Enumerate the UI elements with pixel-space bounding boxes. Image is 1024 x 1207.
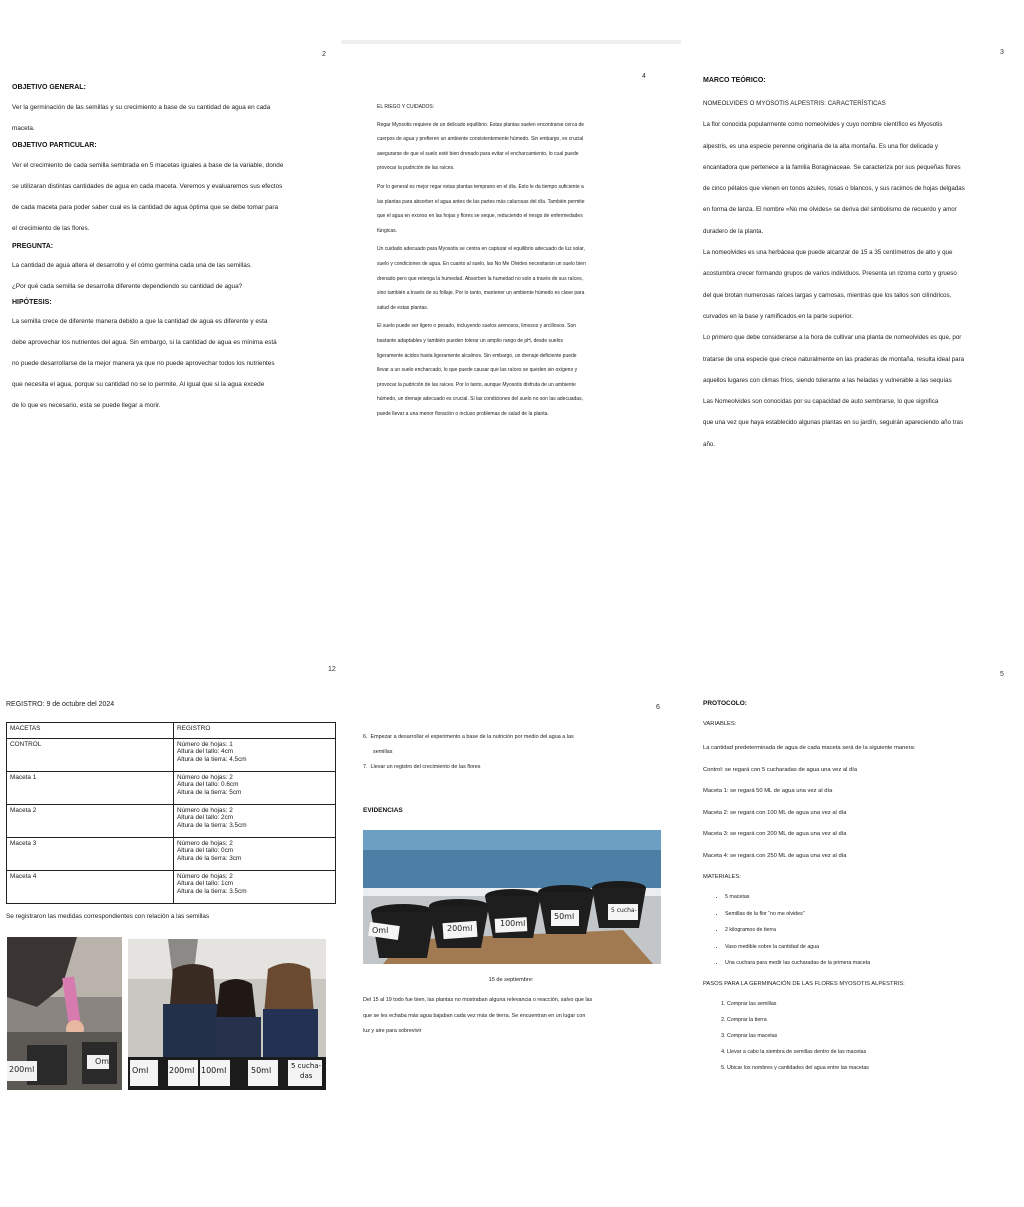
registro-line: Altura de la tierra: 3cm bbox=[177, 854, 242, 862]
protocolo-title: PROTOCOLO: bbox=[703, 700, 747, 707]
pot-label: 200ml bbox=[169, 1066, 195, 1075]
pot-label: 100ml bbox=[201, 1066, 227, 1075]
registro-date: REGISTRO: 9 de octubre del 2024 bbox=[6, 701, 115, 708]
page-number: 3 bbox=[1000, 49, 1004, 56]
step-number: 6. bbox=[363, 734, 368, 740]
hipotesis-line: de lo que es necesario, esta se puede llegar a morir. bbox=[12, 402, 161, 409]
objetivo-particular-line: se utilizaran distintas cantidades de agua en cada maceta. Veremos y evaluaremos sus efectos bbox=[12, 183, 283, 190]
riego-line: provocar la pudrición de las raíces. Por lo tanto, aunque Myosotis disfruta de un ambiente bbox=[377, 381, 576, 388]
pregunta-line: ¿Por qué cada semilla se desarrolla diferente dependiendo su cantidad de agua? bbox=[12, 283, 243, 290]
marco-line: acostumbra crecer formando grupos de varios individuos. Presenta un rizoma corto y grueso bbox=[703, 270, 957, 278]
marco-line: del que brotan numerosas raíces largas y carnosas, mientras que los tallos son cilíndricos, bbox=[703, 291, 952, 299]
list-item: • Una cuchara para medir las cucharadas de la primera maceta bbox=[725, 955, 1013, 972]
pregunta-title: PREGUNTA: bbox=[12, 243, 54, 250]
registro-cell bbox=[174, 871, 336, 904]
step-text: Empezar a desarrollar el experimento a base de la nutrición por medio del agua a las bbox=[370, 734, 574, 740]
registro-line: Altura del tallo: 4cm bbox=[177, 748, 234, 756]
objetivo-particular-title: OBJETIVO PARTICULAR: bbox=[12, 142, 97, 149]
step-text: Llevar un registro del crecimiento de las flores bbox=[370, 764, 481, 770]
riego-line: sino también a través de su follaje. Por lo tanto, mantener un ambiente húmedo es clave para bbox=[377, 290, 585, 297]
marco-teorico-title: MARCO TEÓRICO: bbox=[703, 77, 766, 84]
riego-line: asegurarse de que el suelo esté bien drenado para evitar el encharcamiento, lo cual puede bbox=[377, 150, 579, 157]
registro-table bbox=[6, 722, 336, 904]
pasos-list bbox=[703, 996, 1013, 1076]
list-item: 1. Comprar las semillas bbox=[727, 996, 1013, 1012]
marco-line: Lo primero que debe considerarse a la hora de cultivar una planta de nomeolvides es que, por bbox=[703, 334, 962, 342]
riego-line: Regar Myosotis requiere de un delicado equilibrio. Estas plantas suelen encontrarse cerca de bbox=[377, 121, 585, 128]
marco-subtitle: NOMEOLVIDES O MYOSOTIS ALPESTRIS: CARACTERÍSTICAS bbox=[703, 100, 886, 107]
list-item: • 5 macetas bbox=[725, 889, 1013, 906]
table-row bbox=[7, 739, 336, 772]
evidence-line: luz y aire para sobrevivir bbox=[363, 1028, 422, 1034]
registro-line: Altura de la tierra: 3.5cm bbox=[177, 887, 247, 895]
step-item bbox=[363, 760, 673, 775]
objetivo-particular-line: el crecimiento de las flores. bbox=[12, 225, 90, 232]
marco-line: tratarse de una especie que crece naturalmente en las praderas de montaña, resulta ideal para bbox=[703, 355, 965, 363]
page-number: 4 bbox=[642, 73, 646, 80]
pot-label: Oml bbox=[372, 926, 389, 935]
objetivo-particular-line: de cada maceta para poder saber cual es la cantidad de agua óptima que se debe tomar para bbox=[12, 204, 279, 211]
marco-line: en forma de lanza. El nombre «No me olvides» se deriva del simbolismo de recuerdo y amor bbox=[703, 206, 957, 214]
step-number: 7. bbox=[363, 764, 368, 770]
hipotesis-line: debe aprovechar los nutrientes del agua. Sin embargo, si la cantidad de agua es mínima está bbox=[12, 339, 277, 346]
photo-illustration bbox=[363, 830, 661, 964]
maceta-name: CONTROL bbox=[7, 739, 174, 772]
materiales-title: MATERIALES: bbox=[703, 874, 741, 880]
marco-line: de cinco pétalos que vienen en tonos azules, rosas o blancos, y sus racimos de hojas delgadas bbox=[703, 185, 965, 193]
marco-line: encantadora que pertenece a la familia Boraginaceae. Se caracteriza por sus pequeñas flores bbox=[703, 163, 961, 171]
list-item: • 2 kilogramos de tierra bbox=[725, 922, 1013, 939]
marco-line: alpestris, es una especie perenne originaria de la alta montaña. Es una flor delicada y bbox=[703, 142, 938, 150]
pot-label: Oml bbox=[132, 1066, 149, 1075]
page-number: 5 bbox=[1000, 671, 1004, 678]
table-row bbox=[7, 838, 336, 871]
maceta-name: Maceta 4 bbox=[7, 871, 174, 904]
registro-line: Altura del tallo: 0cm bbox=[177, 847, 234, 855]
page-6 bbox=[341, 650, 681, 1207]
hipotesis-line: La semilla crece de diferente manera debido a que la cantidad de agua es diferente y esta bbox=[12, 318, 268, 325]
maceta-name: Maceta 3 bbox=[7, 838, 174, 871]
variable-item: Maceta 3: se regará con 200 ML de agua una vez al día bbox=[703, 831, 847, 837]
riego-paragraph bbox=[377, 180, 667, 238]
registro-line: Número de hojas: 2 bbox=[177, 807, 233, 814]
photo-pots-evidence bbox=[363, 830, 661, 964]
variables-title: VARIABLES: bbox=[703, 721, 737, 727]
hipotesis-line: no puede desarrollarse de la mejor manera ya que no puede aprovechar todos los nutrientes bbox=[12, 360, 275, 367]
registro-line: Altura de la tierra: 4.5cm bbox=[177, 755, 247, 763]
riego-line: fúngicas. bbox=[377, 227, 398, 234]
objetivo-general-line: maceta. bbox=[12, 125, 35, 132]
marco-line: año. bbox=[703, 440, 716, 448]
pot-label: 5 cucha- bbox=[291, 1062, 322, 1070]
page-12 bbox=[0, 650, 340, 1207]
pot-label: 5 cucha- bbox=[611, 907, 637, 914]
pot-label: Oml bbox=[95, 1057, 112, 1066]
pot-label: das bbox=[300, 1072, 313, 1080]
marco-line: La flor conocida popularmente como nomeolvides y cuyo nombre científico es Myosotis bbox=[703, 121, 943, 129]
registro-line: Altura del tallo: 2cm bbox=[177, 814, 234, 822]
list-item: • Semillas de la flor “no me olvides” bbox=[725, 906, 1013, 923]
riego-line: salud de estas plantas. bbox=[377, 304, 429, 311]
riego-line: suelo y condiciones de agua. En cuanto al suelo, las No Me Olvides necesitarán un suelo bien bbox=[377, 260, 586, 267]
variable-item: Maceta 2: se regará con 100 ML de agua una vez al día bbox=[703, 809, 847, 816]
objetivo-particular-line: Ver el crecimiento de cada semilla sembrada en 5 macetas iguales a base de la variable, donde bbox=[12, 162, 284, 169]
registro-cell bbox=[174, 838, 336, 871]
evidence-line: que se les echaba más agua bajaban cada vez más de tierra. Se encuentran en un lugar con bbox=[363, 1012, 586, 1019]
list-item: 5. Ubicar los nombres y cantidades del agua entre las macetas bbox=[727, 1060, 1013, 1076]
step-item bbox=[363, 730, 673, 745]
evidencias-title: EVIDENCIAS bbox=[363, 807, 403, 814]
riego-line: drenado pero que retenga la humedad. Absorben la humedad no solo a través de sus raíces, bbox=[377, 275, 583, 282]
registro-cell bbox=[174, 805, 336, 838]
riego-line: bastante adaptables y también pueden tolerar un amplio rango de pH, desde suelos bbox=[377, 337, 563, 344]
riego-line: húmedo, un drenaje adecuado es crucial. Si las condiciones del suelo no son las adecuadas, bbox=[377, 396, 583, 403]
riego-paragraph bbox=[377, 319, 667, 421]
pot-label: 200ml bbox=[9, 1065, 35, 1074]
variable-item: Control: se regará con 5 cucharadas de agua una vez al día bbox=[703, 766, 858, 773]
registro-line: Altura de la tierra: 5cm bbox=[177, 788, 242, 796]
riego-line: ligeramente ácidos hasta ligeramente alcalinos. Sin embargo, un drenaje deficiente puede bbox=[377, 352, 577, 359]
riego-line: El suelo puede ser ligero o pesado, incluyendo suelos arenosos, limosos y arcillosos. Son bbox=[377, 323, 577, 330]
list-item: 4. Llevar a cabo la siembra de semillas dentro de las macetas bbox=[727, 1044, 1013, 1060]
page-3 bbox=[682, 0, 1024, 640]
registro-line: Altura de la tierra: 3.5cm bbox=[177, 821, 247, 829]
marco-line: La nomeolvides es una herbácea que puede alcanzar de 15 a 35 centímetros de alto y que bbox=[703, 249, 953, 257]
maceta-name: Maceta 1 bbox=[7, 772, 174, 805]
pot-label: 100ml bbox=[500, 919, 526, 928]
materiales-list bbox=[703, 889, 1013, 972]
objetivo-general-title: OBJETIVO GENERAL: bbox=[12, 84, 86, 91]
page-2 bbox=[0, 0, 340, 640]
riego-line: Un cuidado adecuado para Myosotis se centra en capturar el equilibrio adecuado de luz solar, bbox=[377, 246, 585, 253]
riego-paragraph bbox=[377, 242, 667, 315]
list-item: • Vaso medible sobre la cantidad de agua bbox=[725, 939, 1013, 956]
registro-line: Número de hojas: 2 bbox=[177, 840, 233, 847]
page-number: 12 bbox=[328, 666, 336, 673]
photo-student-measuring bbox=[7, 937, 122, 1090]
table-row bbox=[7, 772, 336, 805]
pregunta-line: La cantidad de agua altera el desarrollo y el cómo germina cada una de las semillas. bbox=[12, 262, 252, 269]
registro-line: Número de hojas: 1 bbox=[177, 741, 233, 748]
pasos-title: PASOS PARA LA GERMINACIÓN DE LAS FLORES MYOSOTIS ALPESTRIS: bbox=[703, 980, 905, 987]
photo-date: 15 de septiembre: bbox=[488, 977, 534, 983]
registro-cell bbox=[174, 739, 336, 772]
table-row bbox=[7, 871, 336, 904]
riego-line: las plantas para absorber el agua antes de las partes más calurosas del día. También permite bbox=[377, 198, 585, 205]
riego-paragraph bbox=[377, 118, 667, 176]
riego-line: que el agua en exceso en las hojas y flores se seque, reduciendo el riesgo de enfermedades bbox=[377, 213, 583, 220]
list-item: 2. Comprar la tierra bbox=[727, 1012, 1013, 1028]
page-4 bbox=[341, 0, 681, 640]
riego-title: EL RIEGO Y CUIDADOS: bbox=[377, 104, 435, 110]
table-header: MACETAS bbox=[7, 723, 174, 739]
hipotesis-line: que necesita el agua, porque su cantidad no se lo permite. Al igual que si la agua excede bbox=[12, 381, 265, 388]
registro-caption: Se registraron las medidas correspondientes con relación a las semillas bbox=[6, 913, 210, 920]
registro-line: Número de hojas: 2 bbox=[177, 873, 233, 880]
riego-line: llevar a un suelo encharcado, lo que puede causar que las raíces se queden sin oxígeno y bbox=[377, 367, 578, 374]
page-number: 6 bbox=[656, 704, 660, 711]
riego-line: provocar la pudrición de las raíces. bbox=[377, 165, 455, 172]
page-number: 2 bbox=[322, 51, 326, 58]
evidence-line: Del 15 al 19 todo fue bien, las plantas no mostraban alguna relevancia o reacción, salvo que las bbox=[363, 997, 593, 1003]
pot-label: 50ml bbox=[554, 912, 575, 921]
table-header: REGISTRO bbox=[174, 723, 336, 739]
marco-line: que una vez que haya establecido algunas plantas en su jardín, seguirán apareciendo año tras bbox=[703, 419, 964, 427]
registro-line: Número de hojas: 2 bbox=[177, 774, 233, 781]
marco-text bbox=[703, 114, 1013, 455]
step-continuation: semillas bbox=[373, 749, 393, 755]
pot-label: 200ml bbox=[447, 924, 473, 933]
registro-cell bbox=[174, 772, 336, 805]
variable-item: Maceta 4: se regará con 250 ML de agua una vez al día bbox=[703, 852, 847, 859]
table-header-row bbox=[7, 723, 336, 739]
marco-line: aquellos lugares con climas fríos, siendo tolerante a las heladas y vulnerable a las sequías bbox=[703, 376, 952, 384]
registro-line: Altura del tallo: 0.6cm bbox=[177, 781, 239, 789]
riego-line: Por lo general es mejor regar estas plantas temprano en el día. Esto le da tiempo suficiente a bbox=[377, 183, 584, 190]
riego-line: cuerpos de agua y prefieren un ambiente consistentemente húmedo. Sin embargo, es crucial bbox=[377, 136, 584, 143]
table-row bbox=[7, 805, 336, 838]
objetivo-general-line: Ver la germinación de las semillas y su crecimiento a base de su cantidad de agua en cada bbox=[12, 104, 271, 111]
marco-line: duradero de la planta. bbox=[703, 227, 764, 235]
variables-intro: La cantidad predeterminada de agua de cada maceta será de la siguiente manera: bbox=[703, 745, 916, 751]
variable-item: Maceta 1: se regará 50 ML de agua una vez al día bbox=[703, 788, 833, 794]
pot-label: 50ml bbox=[251, 1066, 272, 1075]
list-item: 3. Comprar las macetas bbox=[727, 1028, 1013, 1044]
maceta-name: Maceta 2 bbox=[7, 805, 174, 838]
marco-line: curvados en la base y ramificados en la parte superior. bbox=[703, 312, 853, 320]
page-5 bbox=[682, 650, 1024, 1207]
marco-line: Las Nomeolvides son conocidas por su capacidad de auto sembrarse, lo que significa bbox=[703, 398, 939, 406]
registro-line: Altura del tallo: 1cm bbox=[177, 880, 234, 888]
hipotesis-title: HIPÓTESIS: bbox=[12, 299, 52, 306]
photo-students-with-pots bbox=[128, 939, 326, 1090]
riego-line: puede llevar a una menor floración o incluso problemas de salud de la planta. bbox=[377, 410, 549, 417]
